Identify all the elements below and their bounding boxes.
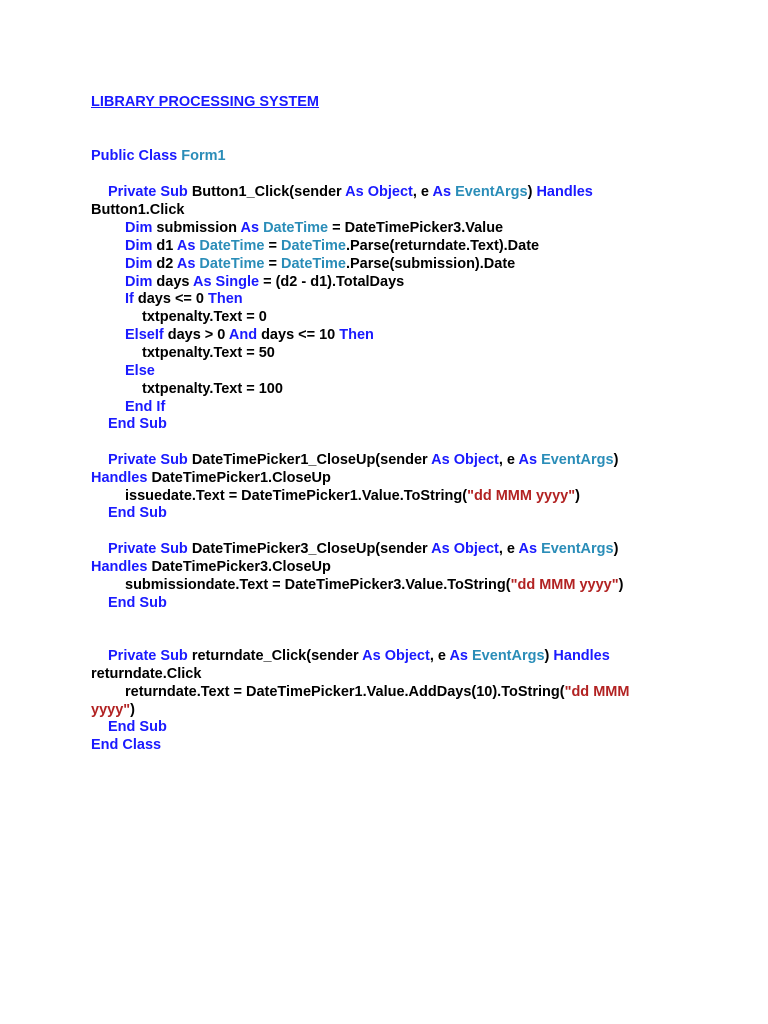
code-token: EventArgs [541, 452, 614, 468]
code-token: ) [618, 577, 624, 593]
code-token: d2 [156, 256, 177, 272]
code-token: End If [125, 399, 166, 415]
code-token: End Sub [108, 416, 167, 432]
code-token: As Object [362, 648, 430, 664]
code-line [125, 255, 515, 273]
code-token: As [176, 238, 200, 254]
code-token: returndate.Text = DateTimePicker1.Value.AddDays(10).ToString( [125, 684, 565, 700]
code-token: EventArgs [541, 541, 614, 557]
code-token: End Sub [108, 595, 167, 611]
code-token: returndate.Click [91, 666, 202, 682]
code-token: "dd MMM yyyy" [467, 488, 576, 504]
code-token: DateTime [280, 238, 346, 254]
code-token: .Parse(submission).Date [345, 256, 516, 272]
code-line [108, 183, 593, 201]
code-line [108, 504, 167, 522]
code-token: days > 0 [167, 327, 229, 343]
code-token: Dim [125, 220, 157, 236]
code-line [125, 398, 165, 416]
code-token: "dd MMM [564, 684, 630, 700]
code-token: ) [575, 488, 580, 504]
code-token: , e [498, 541, 519, 557]
code-token: submissiondate.Text = DateTimePicker3.Value.ToString( [125, 577, 511, 593]
code-token: txtpenalty.Text = 50 [142, 345, 275, 361]
code-token: End Sub [108, 505, 167, 521]
code-token: txtpenalty.Text = 100 [142, 381, 283, 397]
code-token: Handles [553, 648, 610, 664]
code-token: , e [498, 452, 519, 468]
code-token: days <= 10 [261, 327, 340, 343]
code-token: = (d2 - d1).TotalDays [259, 274, 405, 290]
code-line [91, 736, 161, 754]
code-token: ) [613, 452, 619, 468]
code-token: = [264, 238, 281, 254]
code-token: As [240, 220, 264, 236]
code-token: End Sub [108, 719, 167, 735]
code-line [125, 237, 539, 255]
document-title: LIBRARY PROCESSING SYSTEM [91, 94, 320, 110]
code-token: DateTimePicker1.CloseUp [151, 470, 331, 486]
code-token: Handles [91, 559, 152, 575]
code-token: txtpenalty.Text = 0 [142, 309, 267, 325]
code-token: As [432, 184, 456, 200]
code-token: d1 [156, 238, 177, 254]
code-token: Private Sub [108, 184, 192, 200]
code-line [142, 344, 275, 362]
code-line [91, 558, 331, 576]
code-token: Dim [125, 274, 157, 290]
code-token: Handles [536, 184, 593, 200]
code-line [108, 415, 167, 433]
code-line [108, 594, 167, 612]
code-token: DateTime [280, 256, 346, 272]
code-token: As Object [431, 541, 499, 557]
code-token: , e [412, 184, 433, 200]
code-line [125, 290, 243, 308]
code-token: = DateTimePicker3.Value [328, 220, 504, 236]
code-token: days [156, 274, 193, 290]
code-token: returndate_Click(sender [191, 648, 363, 664]
code-token: As [176, 256, 200, 272]
code-line [125, 576, 623, 594]
code-token: As Single [192, 274, 260, 290]
code-token: Handles [91, 470, 152, 486]
code-token: As [518, 452, 542, 468]
code-line [91, 469, 331, 487]
code-line [108, 540, 618, 558]
code-line [142, 380, 283, 398]
code-line [125, 487, 580, 505]
code-line [91, 665, 201, 683]
code-token: ) [613, 541, 619, 557]
code-token: Then [339, 327, 374, 343]
code-token: Dim [125, 238, 157, 254]
code-line [91, 147, 226, 165]
code-token: If [125, 291, 138, 307]
code-line [125, 683, 629, 701]
code-token: DateTime [263, 220, 329, 236]
code-line [91, 701, 135, 719]
code-token: DateTimePicker3.CloseUp [151, 559, 331, 575]
code-token: Private Sub [108, 648, 192, 664]
code-token: DateTimePicker3_CloseUp(sender [191, 541, 432, 557]
code-line [125, 219, 503, 237]
code-token: submission [156, 220, 241, 236]
code-token: ) [130, 702, 135, 718]
code-token: As Object [345, 184, 413, 200]
code-token: As [449, 648, 473, 664]
code-token: EventArgs [455, 184, 528, 200]
code-token: Form1 [181, 148, 226, 164]
code-token: DateTimePicker1_CloseUp(sender [191, 452, 432, 468]
code-line [91, 201, 184, 219]
code-token: = [264, 256, 281, 272]
code-token: Private Sub [108, 541, 192, 557]
code-token: DateTime [199, 256, 265, 272]
code-token: EventArgs [472, 648, 545, 664]
code-token: ) [527, 184, 537, 200]
code-token: , e [429, 648, 450, 664]
code-token: "dd MMM yyyy" [510, 577, 619, 593]
code-token: DateTime [199, 238, 265, 254]
code-token: yyyy" [91, 702, 131, 718]
code-line [125, 326, 374, 344]
code-token: Private Sub [108, 452, 192, 468]
code-line [125, 362, 155, 380]
code-token: Dim [125, 256, 157, 272]
code-token: ElseIf [125, 327, 168, 343]
code-token: Public Class [91, 148, 182, 164]
code-line [142, 308, 267, 326]
code-token: ) [544, 648, 554, 664]
code-line [108, 451, 618, 469]
code-token: As Object [431, 452, 499, 468]
code-token: Else [125, 363, 155, 379]
code-token: Button1_Click(sender [191, 184, 346, 200]
code-token: End Class [91, 737, 162, 753]
code-token: .Parse(returndate.Text).Date [345, 238, 540, 254]
code-token: days <= 0 [137, 291, 209, 307]
code-token: issuedate.Text = DateTimePicker1.Value.ToString( [125, 488, 468, 504]
code-line [108, 718, 167, 736]
code-line [125, 273, 404, 291]
code-token: Then [208, 291, 243, 307]
code-line [108, 647, 610, 665]
code-token: As [518, 541, 542, 557]
code-token: Button1.Click [91, 202, 185, 218]
code-token: And [228, 327, 262, 343]
